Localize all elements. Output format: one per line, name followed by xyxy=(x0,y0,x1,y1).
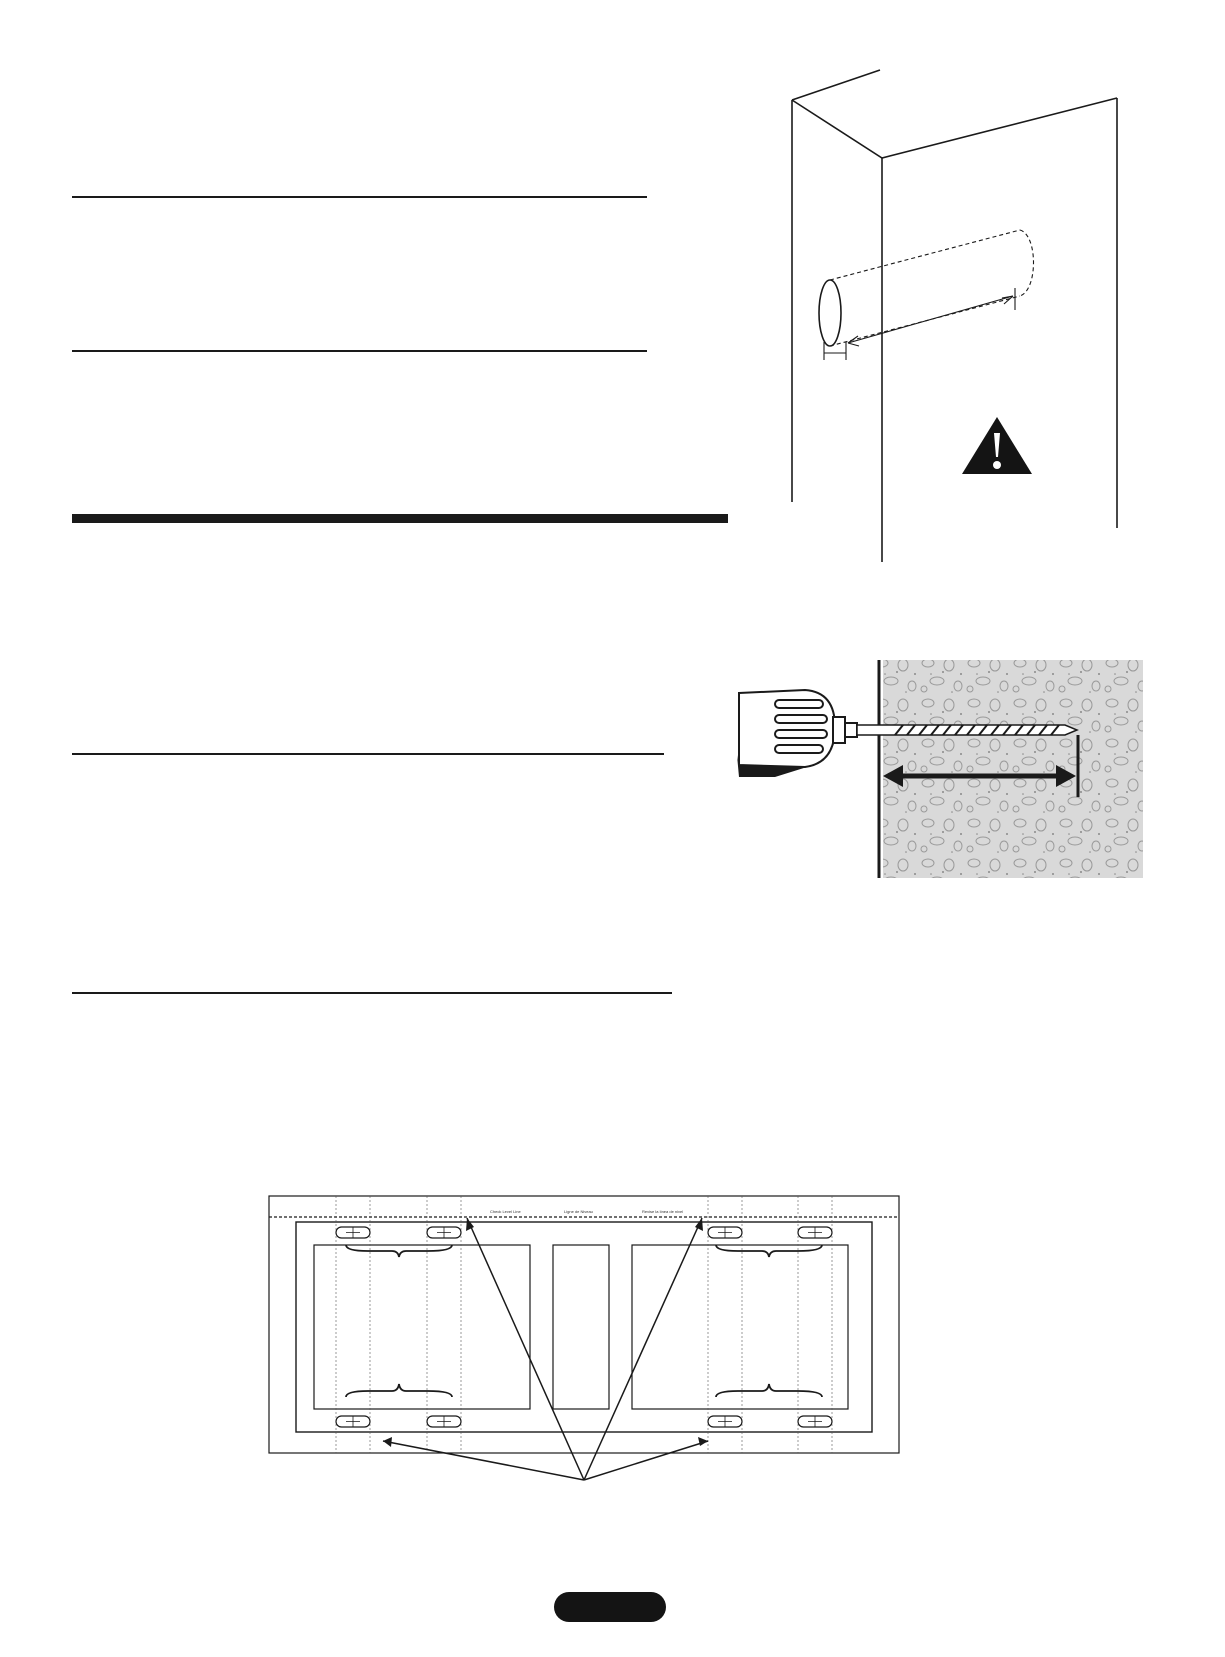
page-number-badge xyxy=(554,1592,666,1622)
section-rule-1 xyxy=(72,196,647,198)
template-label-fr: Ligne de Niveau xyxy=(564,1209,593,1214)
concrete-wall xyxy=(883,660,1143,878)
mounting-template-diagram xyxy=(268,1195,900,1500)
concrete-drill-illustration xyxy=(735,655,1145,885)
section-rule-4 xyxy=(72,992,672,994)
section-rule-3 xyxy=(72,753,664,755)
section-heading-bar xyxy=(72,514,728,523)
template-label-es: Revise la línea de nivel xyxy=(642,1209,684,1214)
drill-icon xyxy=(737,690,857,777)
drill-bit xyxy=(857,725,1077,735)
wood-stud-illustration xyxy=(780,60,1140,570)
section-rule-2 xyxy=(72,350,647,352)
template-label-en: Check Level Line xyxy=(490,1209,521,1214)
warning-triangle-icon xyxy=(962,417,1032,474)
